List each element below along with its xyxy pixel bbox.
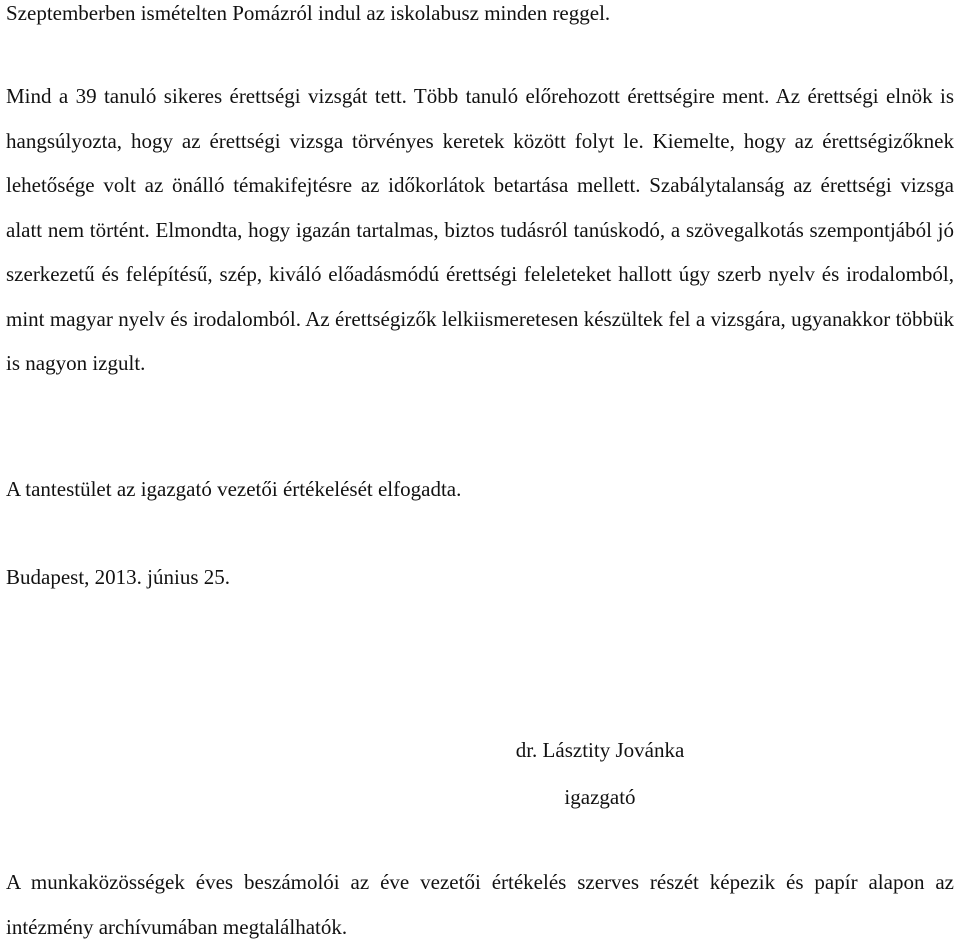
signature-name: dr. Lásztity Jovánka	[515, 738, 685, 762]
paragraph-staff-acceptance: A tantestület az igazgató vezetői értékelését elfogadta.	[6, 477, 462, 501]
paragraph-archive-note: A munkaközösségek éves beszámolói az éve vezetői értékelés szerves részét képezik és papír alapon az intézmény archívumában megtalálhatók.	[6, 870, 954, 939]
signature-title: igazgató	[564, 785, 636, 809]
paragraph-school-bus: Szeptemberben ismételten Pomázról indul az iskolabusz minden reggel.	[6, 1, 611, 25]
paragraph-exam-report: Mind a 39 tanuló sikeres érettségi vizsgát tett. Több tanuló előrehozott érettségire ment. Az érettségi elnök is hangsúlyozta, hogy az érettségi vizsga törvényes keretek között folyt le. Kiemelte, hogy az érettségizőknek lehetősége volt az önálló témakifejtésre az időkorlátok betartása mellett. Szabálytalanság az érettségi vizsga alatt nem történt. Elmondta, hogy igazán tartalmas, biztos tudásról tanúskodó, a szövegalkotás szempontjából jó szerkezetű és felépítésű, szép, kiváló előadásmódú érettségi feleleteket hallott úgy szerb nyelv és irodalomból, mint magyar nyelv és irodalomból. Az érettségizők lelkiismeretesen készültek fel a vizsgára, ugyanakkor többük is nagyon izgult.	[6, 84, 954, 375]
place-and-date: Budapest, 2013. június 25.	[6, 565, 230, 589]
